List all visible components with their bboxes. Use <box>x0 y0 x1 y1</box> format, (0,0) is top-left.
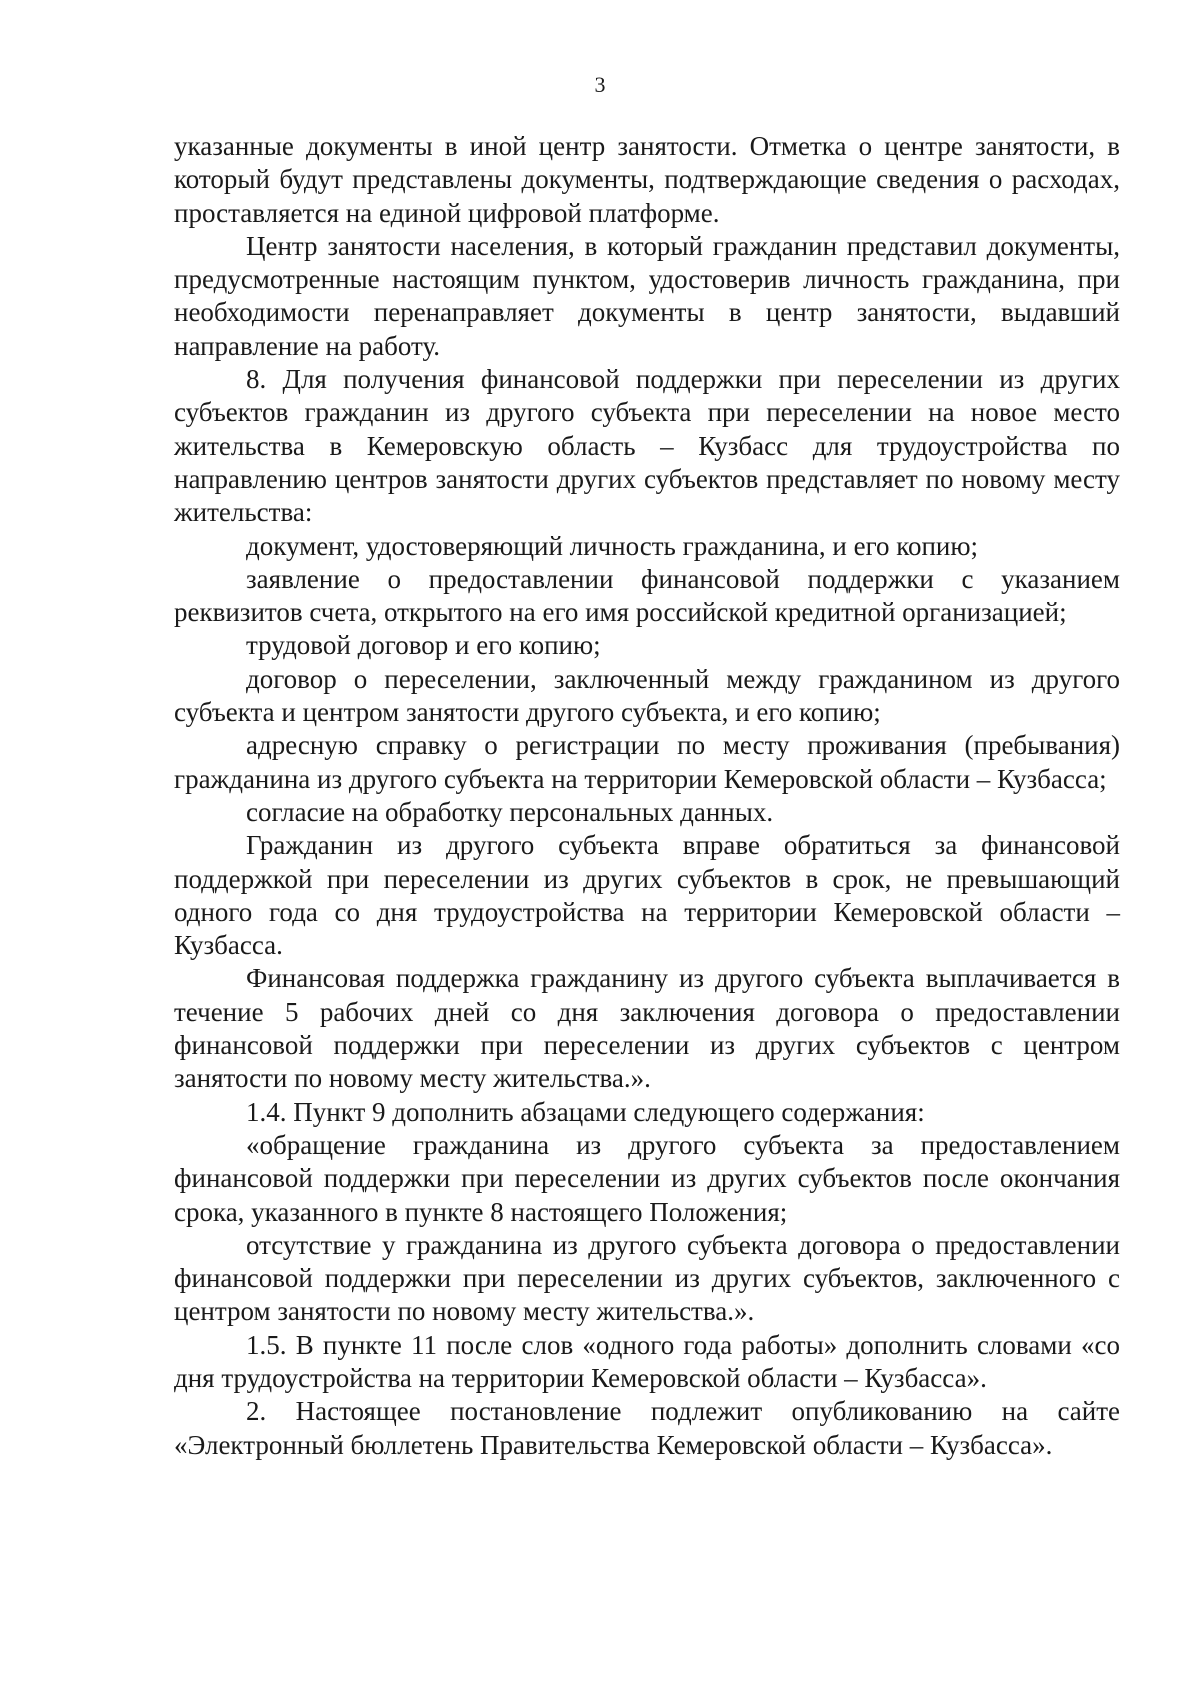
list-item: трудовой договор и его копию; <box>246 630 601 661</box>
list-item: договор о переселении, заключенный между гражданином из другого субъекта и центром занятости другого субъекта, и его копию; <box>174 663 1120 728</box>
paragraph: Финансовая поддержка гражданину из другого субъекта выплачивается в течение 5 рабочих дней со дня заключения договора о предоставлении финансовой поддержки при переселении из других субъектов с центром занятости по новому месту жительства.». <box>174 963 1120 1094</box>
page-number: 3 <box>594 72 606 97</box>
list-item: адресную справку о регистрации по месту проживания (пребывания) гражданина из другого субъекта на территории Кемеровской области – Кузбасса; <box>174 730 1120 794</box>
list-item: «обращение гражданина из другого субъекта за предоставлением финансовой поддержки при переселении из других субъектов после окончания срока, указанного в пункте 8 настоящего Положения; <box>174 1129 1120 1227</box>
paragraph-item-1-4: 1.4. Пункт 9 дополнить абзацами следующего содержания: <box>246 1096 925 1127</box>
paragraph-continuation: указанные документы в иной центр занятости. Отметка о центре занятости, в который будут представлены документы, подтверждающие сведения о расходах, проставляется на единой цифровой платформе. <box>174 131 1120 228</box>
paragraph-item-1-5: 1.5. В пункте 11 после слов «одного года работы» дополнить словами «со дня трудоустройства на территории Кемеровской области – Кузбасса». <box>174 1329 1120 1393</box>
document-body <box>174 130 1120 1462</box>
paragraph: Центр занятости населения, в который гражданин представил документы, предусмотренные настоящим пунктом, удостоверив личность гражданина, при необходимости перенаправляет документы в центр занятости, выдавший направление на работу. <box>174 230 1120 361</box>
paragraph-item-2: 2. Настоящее постановление подлежит опубликованию на сайте «Электронный бюллетень Правительства Кемеровской области – Кузбасса». <box>174 1396 1120 1460</box>
list-item: отсутствие у гражданина из другого субъекта договора о предоставлении финансовой поддержки при переселении из других субъектов, заключенного с центром занятости по новому месту жительства.». <box>174 1229 1120 1327</box>
list-item: заявление о предоставлении финансовой поддержки с указанием реквизитов счета, открытого на его имя российской кредитной организацией; <box>174 563 1120 628</box>
paragraph: Гражданин из другого субъекта вправе обратиться за финансовой поддержкой при переселении из других субъектов в срок, не превышающий одного года со дня трудоустройства на территории Кемеровской области – Кузбасса. <box>174 830 1120 961</box>
paragraph-item-8: 8. Для получения финансовой поддержки при переселении из других субъектов гражданин из другого субъекта при переселении на новое место жительства в Кемеровскую область – Кузбасс для трудоустройства по направлению центров занятости других субъектов представляет по новому месту жительства: <box>174 364 1120 528</box>
list-item: согласие на обработку персональных данных. <box>246 796 774 827</box>
list-item: документ, удостоверяющий личность гражданина, и его копию; <box>246 530 979 561</box>
